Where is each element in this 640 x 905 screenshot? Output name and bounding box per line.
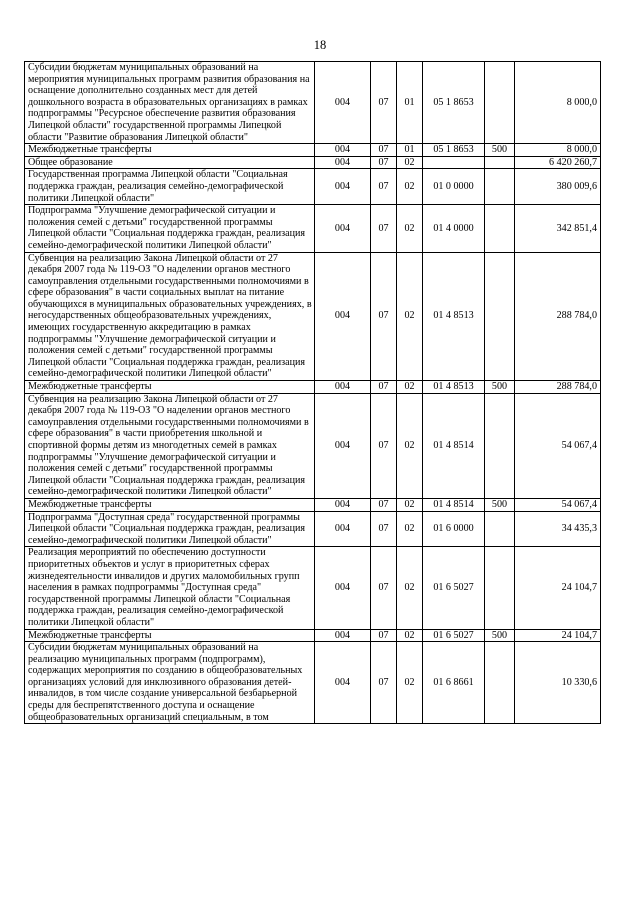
table-row [25, 393, 601, 498]
row-subsection-code: 02 [397, 547, 423, 629]
row-target-article-code [423, 156, 485, 169]
row-amount: 24 104,7 [515, 547, 601, 629]
row-amount: 6 420 260,7 [515, 156, 601, 169]
row-expense-type-code: 500 [485, 498, 515, 511]
table-row [25, 511, 601, 547]
row-target-article-code: 01 6 8661 [423, 642, 485, 724]
row-target-article-code: 05 1 8653 [423, 62, 485, 144]
row-target-article-code: 01 4 8513 [423, 381, 485, 394]
row-subsection-code: 01 [397, 62, 423, 144]
row-subsection-code: 02 [397, 393, 423, 498]
row-amount: 8 000,0 [515, 62, 601, 144]
row-ved-code: 004 [315, 169, 371, 205]
row-section-code: 07 [371, 252, 397, 381]
row-expense-type-code [485, 205, 515, 252]
row-name: Реализация мероприятий по обеспечению доступности приоритетных объектов и услуг в приоритетных сферах жизнедеятельности инвалидов и других маломобильных групп населения в рамках подпрограммы "Доступная среда" государственной программы Липецкой области "Социальная поддержка граждан, реализация семейно-демографической политики Липецкой области" [25, 547, 315, 629]
row-amount: 342 851,4 [515, 205, 601, 252]
row-target-article-code: 01 6 5027 [423, 547, 485, 629]
row-name: Подпрограмма "Улучшение демографической ситуации и положения семей с детьми" государственной программы Липецкой области "Социальная поддержка граждан, реализация семейно-демографической политики Липецкой области" [25, 205, 315, 252]
row-expense-type-code [485, 252, 515, 381]
row-ved-code: 004 [315, 393, 371, 498]
row-section-code: 07 [371, 62, 397, 144]
row-section-code: 07 [371, 642, 397, 724]
row-target-article-code: 05 1 8653 [423, 144, 485, 157]
row-ved-code: 004 [315, 642, 371, 724]
row-section-code: 07 [371, 511, 397, 547]
row-amount: 10 330,6 [515, 642, 601, 724]
row-section-code: 07 [371, 156, 397, 169]
row-amount: 288 784,0 [515, 252, 601, 381]
table-row [25, 62, 601, 144]
table-row [25, 629, 601, 642]
row-expense-type-code [485, 547, 515, 629]
row-ved-code: 004 [315, 252, 371, 381]
row-subsection-code: 02 [397, 169, 423, 205]
table-row [25, 205, 601, 252]
row-expense-type-code: 500 [485, 629, 515, 642]
table-row [25, 156, 601, 169]
row-section-code: 07 [371, 169, 397, 205]
row-expense-type-code [485, 156, 515, 169]
row-subsection-code: 02 [397, 511, 423, 547]
row-name: Межбюджетные трансферты [25, 629, 315, 642]
row-subsection-code: 02 [397, 205, 423, 252]
row-expense-type-code: 500 [485, 144, 515, 157]
row-target-article-code: 01 4 8514 [423, 393, 485, 498]
row-amount: 34 435,3 [515, 511, 601, 547]
row-name: Подпрограмма "Доступная среда" государственной программы Липецкой области "Социальная поддержка граждан, реализация семейно-демографической политики Липецкой области" [25, 511, 315, 547]
row-ved-code: 004 [315, 156, 371, 169]
row-target-article-code: 01 4 8514 [423, 498, 485, 511]
row-expense-type-code [485, 62, 515, 144]
row-ved-code: 004 [315, 62, 371, 144]
row-expense-type-code [485, 393, 515, 498]
row-section-code: 07 [371, 629, 397, 642]
row-section-code: 07 [371, 393, 397, 498]
table-row [25, 169, 601, 205]
row-expense-type-code [485, 642, 515, 724]
row-subsection-code: 01 [397, 144, 423, 157]
row-section-code: 07 [371, 498, 397, 511]
row-section-code: 07 [371, 547, 397, 629]
row-expense-type-code: 500 [485, 381, 515, 394]
row-subsection-code: 02 [397, 642, 423, 724]
table-row [25, 252, 601, 381]
table-row [25, 381, 601, 394]
row-name: Субвенция на реализацию Закона Липецкой области от 27 декабря 2007 года № 119-ОЗ "О наделении органов местного самоуправления отдельными государственными полномочиями в сфере образования" в части социальных выплат на питание обучающихся в муниципальных образовательных учреждениях, в негосударственных общеобразовательных учреждениях, имеющих государственную аккредитацию в рамках подпрограммы "Улучшение демографической ситуации и положения семей с детьми" государственной программы Липецкой области "Социальная поддержка граждан, реализация семейно-демографической политики Липецкой области" [25, 252, 315, 381]
row-subsection-code: 02 [397, 381, 423, 394]
table-row [25, 642, 601, 724]
row-ved-code: 004 [315, 144, 371, 157]
budget-table [24, 61, 601, 724]
row-amount: 24 104,7 [515, 629, 601, 642]
row-ved-code: 004 [315, 205, 371, 252]
row-section-code: 07 [371, 381, 397, 394]
table-row [25, 144, 601, 157]
row-expense-type-code [485, 169, 515, 205]
row-target-article-code: 01 0 0000 [423, 169, 485, 205]
row-name: Субсидии бюджетам муниципальных образований на реализацию муниципальных программ (подпрограмм), содержащих мероприятия по созданию в общеобразовательных организациях условий для инклюзивного образования детей-инвалидов, в том числе создание универсальной безбарьерной среды для беспрепятственного доступа и оснащение общеобразовательных организаций специальным, в том [25, 642, 315, 724]
row-section-code: 07 [371, 144, 397, 157]
page-number: 18 [313, 38, 327, 52]
row-name: Межбюджетные трансферты [25, 381, 315, 394]
table-row [25, 547, 601, 629]
row-section-code: 07 [371, 205, 397, 252]
row-subsection-code: 02 [397, 252, 423, 381]
row-name: Субвенция на реализацию Закона Липецкой области от 27 декабря 2007 года № 119-ОЗ "О наделении органов местного самоуправления отдельными государственными полномочиями в сфере образования" в части приобретения школьной и спортивной формы детям из многодетных семей в рамках подпрограммы "Улучшение демографической ситуации и положения семей с детьми" государственной программы Липецкой области "Социальная поддержка граждан, реализация семейно-демографической политики Липецкой области" [25, 393, 315, 498]
row-amount: 8 000,0 [515, 144, 601, 157]
row-subsection-code: 02 [397, 498, 423, 511]
row-ved-code: 004 [315, 629, 371, 642]
row-amount: 380 009,6 [515, 169, 601, 205]
row-target-article-code: 01 6 5027 [423, 629, 485, 642]
row-subsection-code: 02 [397, 156, 423, 169]
row-subsection-code: 02 [397, 629, 423, 642]
row-name: Субсидии бюджетам муниципальных образований на мероприятия муниципальных программ развития образования на оснащение дополнительно созданных мест для детей дошкольного возраста в образовательных организациях в рамках подпрограммы "Ресурсное обеспечение развития образования Липецкой области" государственной программы Липецкой области "Развитие образования Липецкой области" [25, 62, 315, 144]
row-name: Межбюджетные трансферты [25, 144, 315, 157]
row-target-article-code: 01 4 0000 [423, 205, 485, 252]
row-ved-code: 004 [315, 511, 371, 547]
table-row [25, 498, 601, 511]
row-amount: 288 784,0 [515, 381, 601, 394]
row-amount: 54 067,4 [515, 393, 601, 498]
row-amount: 54 067,4 [515, 498, 601, 511]
row-ved-code: 004 [315, 498, 371, 511]
row-name: Межбюджетные трансферты [25, 498, 315, 511]
row-expense-type-code [485, 511, 515, 547]
row-ved-code: 004 [315, 547, 371, 629]
row-ved-code: 004 [315, 381, 371, 394]
row-name: Общее образование [25, 156, 315, 169]
row-target-article-code: 01 6 0000 [423, 511, 485, 547]
row-name: Государственная программа Липецкой области "Социальная поддержка граждан, реализация семейно-демографической политики Липецкой области" [25, 169, 315, 205]
row-target-article-code: 01 4 8513 [423, 252, 485, 381]
